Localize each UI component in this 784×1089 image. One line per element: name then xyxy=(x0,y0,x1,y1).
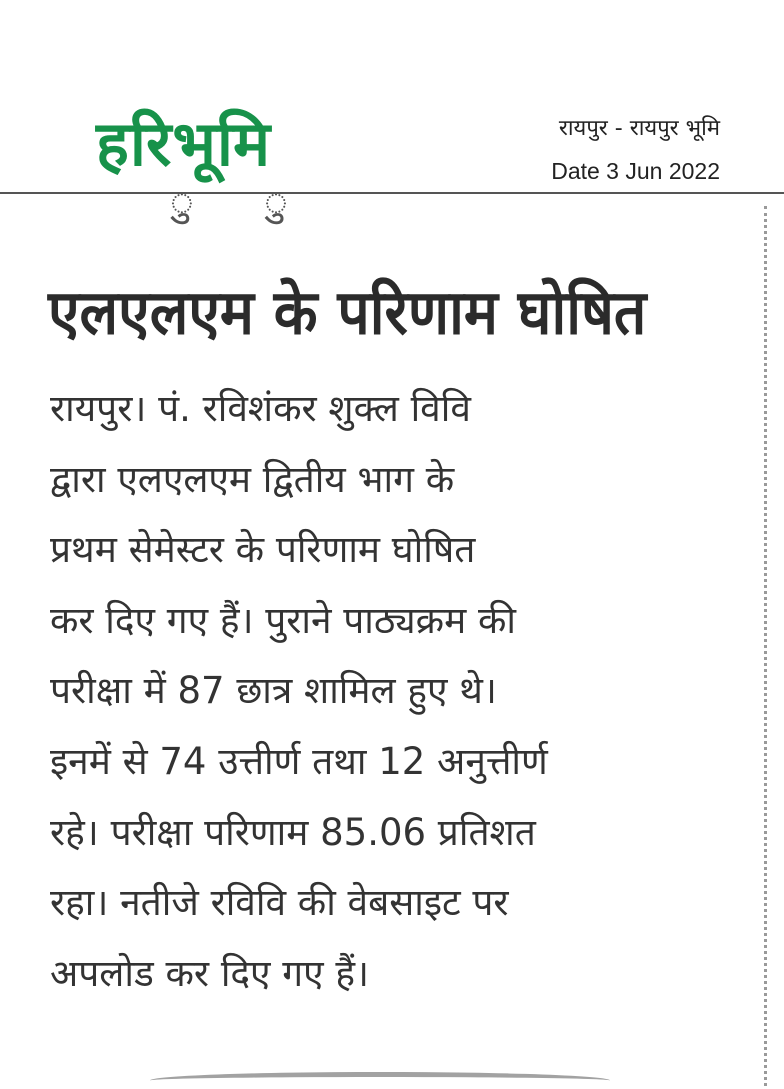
article-headline: एलएलएम के परिणाम घोषित xyxy=(48,277,647,349)
article-line: परीक्षा में 87 छात्र शामिल हुए थे। xyxy=(50,669,497,713)
news-clipping xyxy=(0,194,784,1089)
cropped-bottom-fragment xyxy=(150,1072,610,1089)
clipping-edge xyxy=(764,206,767,1086)
newspaper-logo: हरिभूमि xyxy=(96,107,272,180)
article-line: द्वारा एलएलएम द्वितीय भाग के xyxy=(50,457,455,501)
article-line: रहे। परीक्षा परिणाम 85.06 प्रतिशत xyxy=(50,810,536,854)
cropped-text-fragment: ु ु xyxy=(170,194,348,225)
publication-date: Date 3 Jun 2022 xyxy=(551,158,720,184)
article-line: प्रथम सेमेस्टर के परिणाम घोषित xyxy=(50,528,476,572)
article-line: कर दिए गए हैं। पुराने पाठ्यक्रम की xyxy=(50,598,516,642)
article-line: रायपुर। पं. रविशंकर शुक्ल विवि xyxy=(50,387,471,430)
article-body xyxy=(50,374,750,1009)
article-line: इनमें से 74 उत्तीर्ण तथा 12 अनुत्तीर्ण xyxy=(50,739,548,783)
masthead xyxy=(0,0,784,194)
article-line: रहा। नतीजे रविवि की वेबसाइट पर xyxy=(50,881,509,925)
article-line: अपलोड कर दिए गए हैं। xyxy=(50,951,369,995)
edition-label: रायपुर - रायपुर भूमि xyxy=(558,116,720,141)
